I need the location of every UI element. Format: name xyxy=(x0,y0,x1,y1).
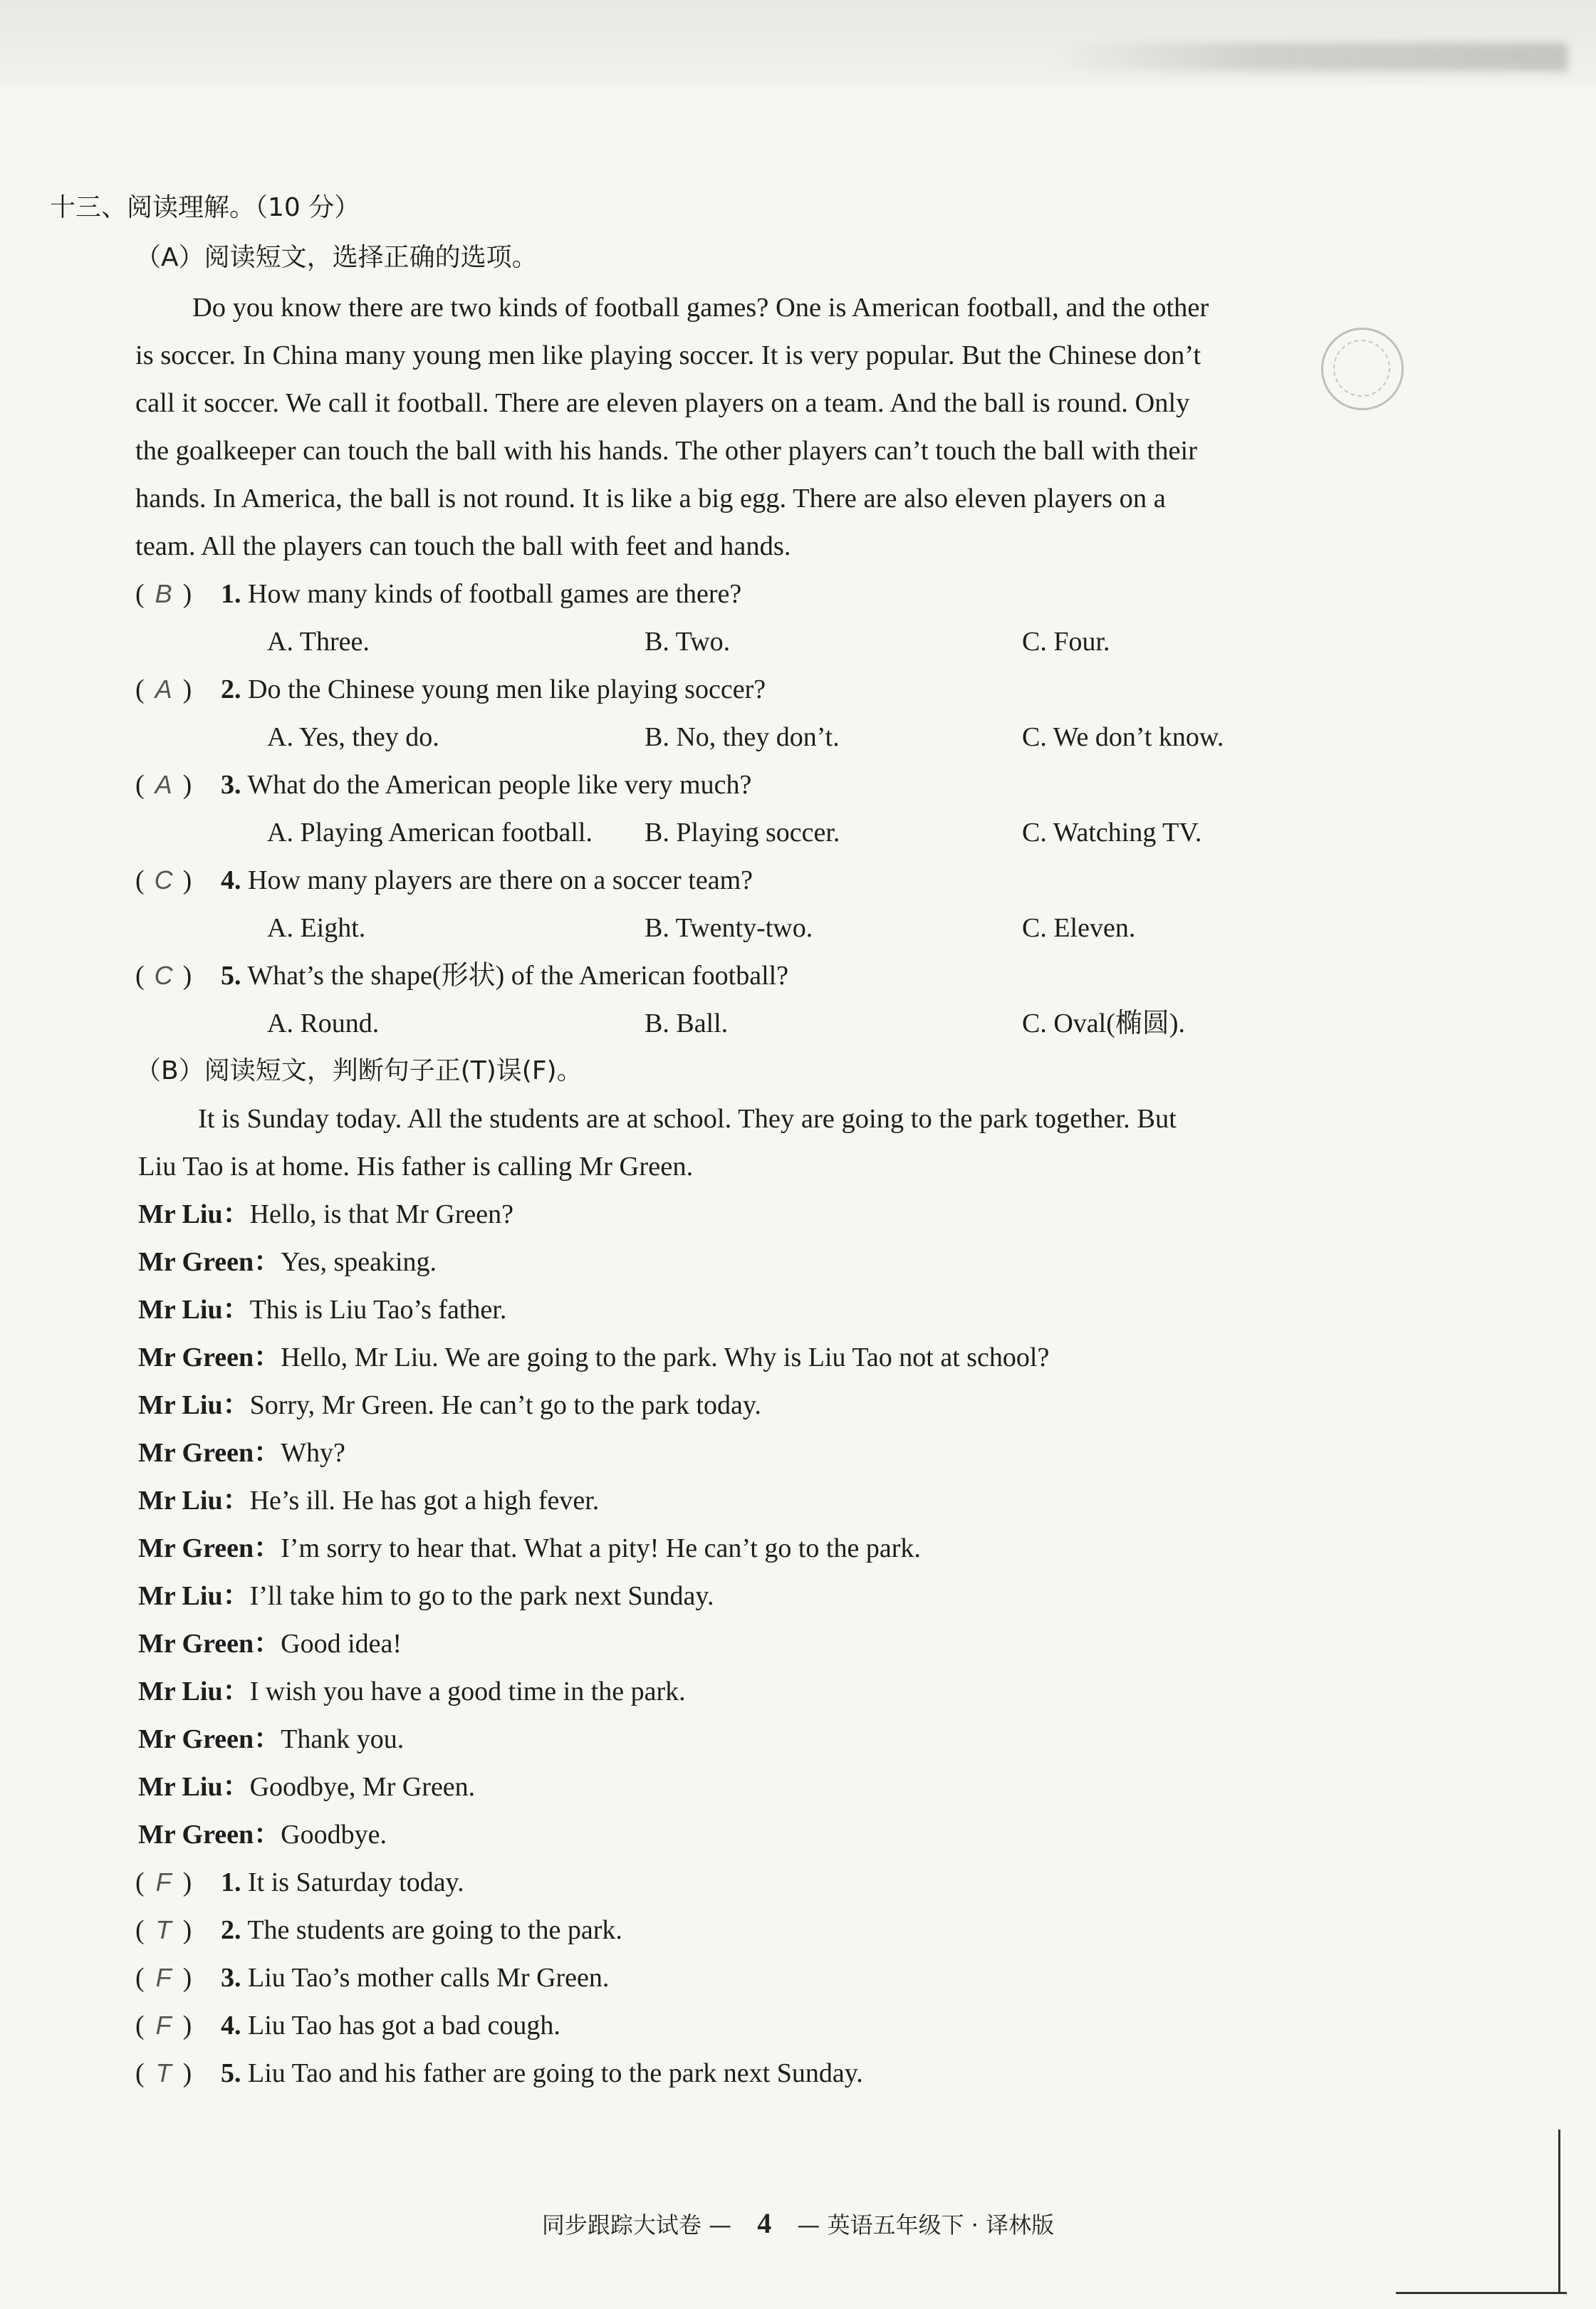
speaker: Mr Green： xyxy=(138,1343,281,1372)
page-footer xyxy=(0,2206,1596,2240)
question-row: ( C ) 4. How many players are there on a soccer team? xyxy=(135,865,753,895)
statement-text: Liu Tao has got a bad cough. xyxy=(248,2011,560,2040)
part-b-title: （B）阅读短文，判断句子正(T)误(F)。 xyxy=(135,1056,583,1085)
part-a-passage-line: the goalkeeper can touch the ball with his hands. The other players can’t touch the ball with their xyxy=(135,436,1198,466)
answer-mark: T xyxy=(155,2058,172,2088)
part-a-passage-line: team. All the players can touch the ball with feet and hands. xyxy=(135,531,791,561)
dialogue-line: Mr Green：I’m sorry to hear that. What a pity! He can’t go to the park. xyxy=(138,1533,921,1563)
question-text: What’s the shape(形状) of the American football? xyxy=(247,961,789,991)
dialogue-line: Mr Liu：This is Liu Tao’s father. xyxy=(138,1295,507,1325)
question-text: Do the Chinese young men like playing soccer? xyxy=(248,674,766,704)
page-number: 4 xyxy=(757,2207,772,2239)
part-b-passage-line: Liu Tao is at home. His father is calling Mr Green. xyxy=(138,1152,694,1182)
question-row: ( B ) 1. How many kinds of football games are there? xyxy=(135,579,742,609)
speaker: Mr Liu： xyxy=(138,1772,250,1802)
part-b-passage-line: It is Sunday today. All the students are at school. They are going to the park together. But xyxy=(198,1104,1177,1134)
dialogue-line: Mr Green：Yes, speaking. xyxy=(138,1247,437,1277)
part-a-passage-line: call it soccer. We call it football. There are eleven players on a team. And the ball is round. Only xyxy=(135,388,1190,418)
answer-mark: A xyxy=(155,770,172,799)
option-b: B. Ball. xyxy=(645,1008,729,1038)
option-c: C. Four. xyxy=(1022,627,1110,657)
dialogue-line: Mr Green：Thank you. xyxy=(138,1724,405,1754)
option-a: A. Yes, they do. xyxy=(267,722,439,752)
option-c: C. We don’t know. xyxy=(1022,722,1224,752)
dialogue-line: Mr Green：Good idea! xyxy=(138,1629,402,1659)
option-a: A. Three. xyxy=(267,627,370,657)
footer-dash: — xyxy=(709,2211,732,2238)
speaker: Mr Green： xyxy=(138,1438,281,1468)
option-b: B. Two. xyxy=(645,627,731,657)
statement-row: ( T ) 5. Liu Tao and his father are going to the park next Sunday. xyxy=(135,2058,863,2088)
option-c: C. Eleven. xyxy=(1022,913,1136,943)
speaker: Mr Liu： xyxy=(138,1199,250,1229)
dialogue-line: Mr Liu：He’s ill. He has got a high fever. xyxy=(138,1486,600,1516)
option-a: A. Playing American football. xyxy=(267,818,593,848)
watermark-stamp xyxy=(1321,328,1404,410)
speaker: Mr Liu： xyxy=(138,1677,250,1706)
dialogue-line: Mr Green：Why? xyxy=(138,1438,345,1468)
answer-mark: A xyxy=(155,674,172,704)
statement-row: ( F ) 1. It is Saturday today. xyxy=(135,1867,464,1897)
answer-mark: F xyxy=(155,2011,172,2040)
speaker: Mr Green： xyxy=(138,1629,281,1659)
speaker: Mr Green： xyxy=(138,1533,281,1563)
answer-mark: T xyxy=(155,1915,172,1944)
dialogue-line: Mr Liu：Hello, is that Mr Green? xyxy=(138,1199,513,1229)
answer-mark: F xyxy=(155,1963,172,1992)
speaker: Mr Liu： xyxy=(138,1581,250,1611)
answer-mark: B xyxy=(155,579,172,608)
statement-text: The students are going to the park. xyxy=(247,1915,622,1945)
footer-edition: 英语五年级下 · 译林版 xyxy=(827,2211,1055,2238)
footer-dash: — xyxy=(797,2211,820,2238)
dialogue-line: Mr Liu：I’ll take him to go to the park next Sunday. xyxy=(138,1581,714,1611)
question-row: ( C ) 5. What’s the shape(形状) of the American football? xyxy=(135,961,789,991)
statement-text: It is Saturday today. xyxy=(248,1867,464,1897)
speaker: Mr Liu： xyxy=(138,1486,250,1516)
part-a-passage-line: Do you know there are two kinds of football games? One is American football, and the other xyxy=(192,293,1209,323)
option-b: B. Playing soccer. xyxy=(645,818,840,848)
dialogue-line: Mr Green：Hello, Mr Liu. We are going to the park. Why is Liu Tao not at school? xyxy=(138,1343,1050,1372)
option-b: B. Twenty-two. xyxy=(645,913,813,943)
option-a: A. Eight. xyxy=(267,913,366,943)
speaker: Mr Green： xyxy=(138,1724,281,1754)
question-row: ( A ) 3. What do the American people like very much? xyxy=(135,770,752,800)
statement-row: ( F ) 4. Liu Tao has got a bad cough. xyxy=(135,2011,560,2040)
statement-row: ( T ) 2. The students are going to the park. xyxy=(135,1915,622,1945)
part-a-passage-line: is soccer. In China many young men like playing soccer. It is very popular. But the Chinese don’t xyxy=(135,340,1201,370)
answer-mark: F xyxy=(155,1867,172,1897)
speaker: Mr Liu： xyxy=(138,1390,250,1420)
option-b: B. No, they don’t. xyxy=(645,722,840,752)
speaker: Mr Green： xyxy=(138,1820,281,1850)
question-text: What do the American people like very much? xyxy=(247,770,752,800)
question-row: ( A ) 2. Do the Chinese young men like playing soccer? xyxy=(135,674,766,704)
page-edge-line xyxy=(1396,2292,1567,2294)
part-a-title: （A）阅读短文，选择正确的选项。 xyxy=(135,243,538,272)
page-edge-line xyxy=(1558,2130,1560,2293)
dialogue-line: Mr Liu：Goodbye, Mr Green. xyxy=(138,1772,476,1802)
answer-mark: C xyxy=(154,865,173,895)
dialogue-line: Mr Liu：I wish you have a good time in the park. xyxy=(138,1677,686,1706)
statement-row: ( F ) 3. Liu Tao’s mother calls Mr Green. xyxy=(135,1963,610,1993)
speaker: Mr Green： xyxy=(138,1247,281,1277)
option-a: A. Round. xyxy=(267,1008,380,1038)
speaker: Mr Liu： xyxy=(138,1295,250,1325)
answer-mark: C xyxy=(154,961,173,990)
question-text: How many players are there on a soccer team? xyxy=(248,865,753,895)
section-title: 十三、阅读理解。（10 分） xyxy=(50,193,360,222)
footer-book-title: 同步跟踪大试卷 xyxy=(541,2211,701,2238)
statement-text: Liu Tao and his father are going to the park next Sunday. xyxy=(248,2058,863,2088)
option-c: C. Watching TV. xyxy=(1022,818,1202,848)
question-text: How many kinds of football games are there? xyxy=(248,579,742,609)
dialogue-line: Mr Green：Goodbye. xyxy=(138,1820,387,1850)
option-c: C. Oval(椭圆). xyxy=(1022,1008,1186,1038)
part-a-passage-line: hands. In America, the ball is not round. It is like a big egg. There are also eleven players on a xyxy=(135,484,1166,514)
statement-text: Liu Tao’s mother calls Mr Green. xyxy=(248,1963,610,1993)
dialogue-line: Mr Liu：Sorry, Mr Green. He can’t go to the park today. xyxy=(138,1390,761,1420)
